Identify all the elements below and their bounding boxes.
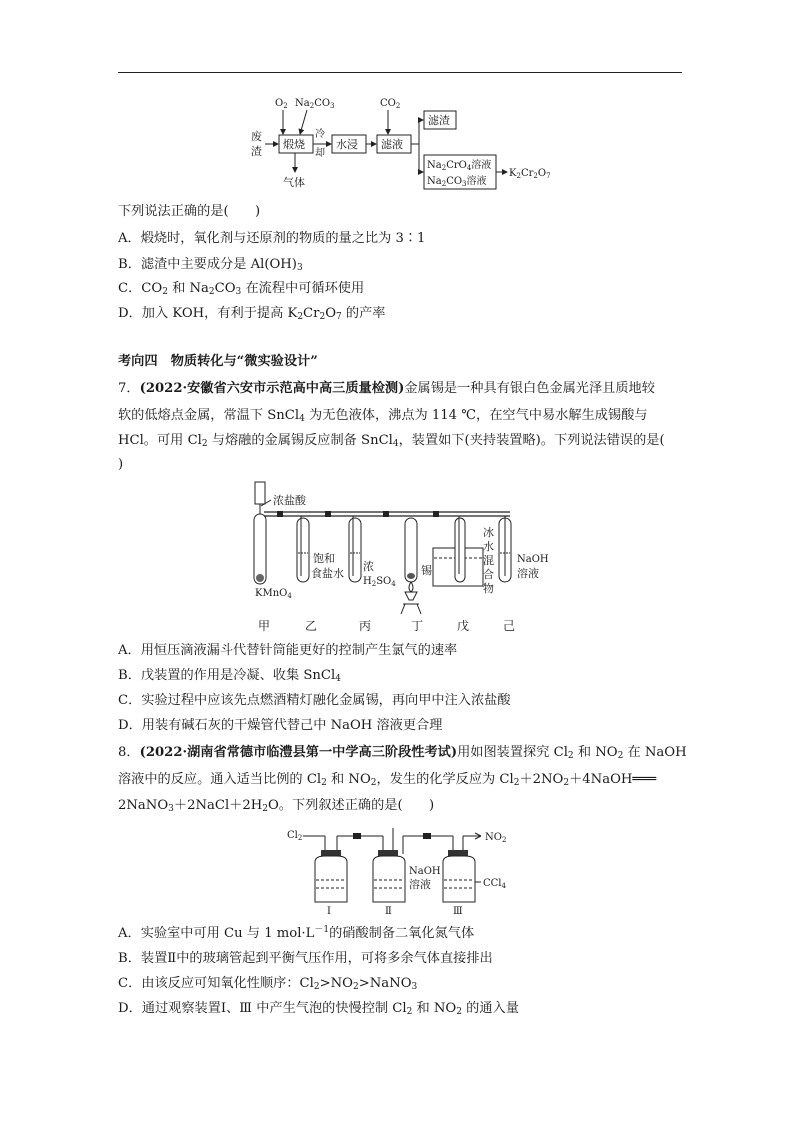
label-hcl: 浓盐酸 [273,494,306,507]
carbonate-label: $Na_2CO_3$溶液 [427,176,487,188]
q8-apparatus-figure [285,822,525,914]
q6-option-d: D．加入 KOH，有利于提高 $K_2Cr_2O_7$ 的产率 [118,306,386,322]
label-ice-2: 水 [483,540,494,553]
label-bottle-1: Ⅰ [327,906,331,914]
label-naoh-2: 溶液 [517,567,539,580]
input-co2: $CO_2$ [380,98,401,110]
label-ccl4: CCl$_4$ [483,878,506,890]
input-o2: $O_2$ [275,98,288,110]
residue-label: 滤渣 [428,114,450,127]
product-label: $K_2Cr_2O_7$ [509,168,551,180]
section-title: 考向四 物质转化与“微实验设计” [118,354,318,369]
label-q8-naoh-2: 溶液 [409,878,431,891]
label-kmno4: KMnO$_4$ [255,588,292,600]
label-naoh-1: NaOH [517,554,549,565]
label-h2so4-2: $H_2SO_4$ [363,576,396,588]
q8-option-d: D．通过观察装置Ⅰ、Ⅲ 中产生气泡的快慢控制 $Cl_2$ 和 $NO_2$ 的通入量 [118,1001,519,1017]
q8-line-2: 溶液中的反应。通入适当比例的 $Cl_2$ 和 $NO_2$，发生的化学反应为 $Cl_2+2NO_2+4NaOH═══$ [118,772,657,788]
gas-label: 气体 [283,176,305,189]
q7-option-b: B．戊装置的作用是冷凝、收集 SnCl$_4$ [118,668,341,684]
q8-option-b: B．装置Ⅱ中的玻璃管起到平衡气压作用，可将多余气体直接排出 [118,951,493,966]
q7-line-4: ) [118,457,124,472]
q7-option-d: D．用装有碱石灰的干燥管代替己中 NaOH 溶液更合理 [118,718,443,733]
calcine-label: 煅烧 [283,138,305,151]
label-ji: 己 [503,619,516,633]
q7-line-3: HCl。可用 $Cl_2$ 与熔融的金属锡反应制备 SnCl$_4$，装置如下(夹持装置略)。下列说法错误的是( [118,433,665,449]
filtrate-label: 滤液 [381,138,403,151]
chromate-label: $Na_2CrO_4$溶液 [427,160,492,172]
q8-option-c: C．由该反应可知氧化性顺序：$Cl_2>NO_2>NaNO_3$ [118,976,418,992]
q7-option-c: C．实验过程中应该先点燃酒精灯融化金属锡，再向甲中注入浓盐酸 [118,693,511,708]
label-tin: 锡 [421,564,432,577]
label-ice-5: 物 [483,582,494,595]
label-wu: 戊 [457,619,470,633]
label-brine-2: 食盐水 [311,567,344,580]
input-na2co3: $Na_2CO_3$ [295,98,335,110]
label-bottle-2: Ⅱ [385,906,392,914]
leach-label: 水浸 [336,138,358,151]
label-ding: 丁 [411,619,424,633]
label-ice-1: 冰 [483,526,494,539]
process-flowchart [245,92,565,192]
q6-option-b: B．滤渣中主要成分是 $Al(OH)_3$ [118,257,303,273]
label-no2: $NO_2$ [485,832,507,844]
label-yi: 乙 [305,619,318,633]
q7-line-1: 7．(2022·安徽省六安市示范高中高三质量检测)金属锡是一种具有银白色金属光泽且质地较 [118,381,655,396]
cool-label-1: 冷 [315,129,325,140]
label-brine-1: 饱和 [313,552,335,565]
q6-option-a: A．煅烧时，氧化剂与还原剂的物质的量之比为 3∶1 [118,231,426,246]
q6-stem: 下列说法正确的是( ) [118,204,261,219]
q6-option-c: C．$CO_2$ 和 $Na_2CO_3$ 在流程中可循环使用 [118,281,365,297]
label-jia: 甲 [258,619,271,633]
label-bottle-3: Ⅲ [453,906,463,914]
q8-line-1: 8．(2022·湖南省常德市临澧县第一中学高三阶段性考试)用如图装置探究 $Cl_2$ 和 $NO_2$ 在 NaOH [118,745,687,761]
label-bing: 丙 [359,619,372,633]
label-ice-3: 混 [483,554,494,567]
feed-label-2: 渣 [251,145,262,158]
header-rule [118,72,682,73]
q7-option-a: A．用恒压滴液漏斗代替针筒能更好的控制产生氯气的速率 [118,643,458,658]
feed-label-1: 废 [251,130,262,143]
label-h2so4-1: 浓 [363,560,374,573]
label-ice-4: 合 [483,568,494,581]
q8-option-a: A．实验室中可用 Cu 与 1 $mol\cdot L^{-1}$的硝酸制备二氧化氮气体 [118,925,475,941]
label-q8-naoh-1: NaOH [409,866,441,877]
q8-line-3: $2NaNO_3+2NaCl+2H_2O$。下列叙述正确的是( ) [118,798,435,814]
q7-line-2: 软的低熔点金属，常温下 SnCl$_4$ 为无色液体，沸点为 114 ℃，在空气中易水解生成锡酸与 [118,408,648,424]
cool-label-2: 却 [315,148,325,159]
q7-apparatus-figure [235,478,565,636]
label-cl2: $Cl_2$ [287,830,303,842]
